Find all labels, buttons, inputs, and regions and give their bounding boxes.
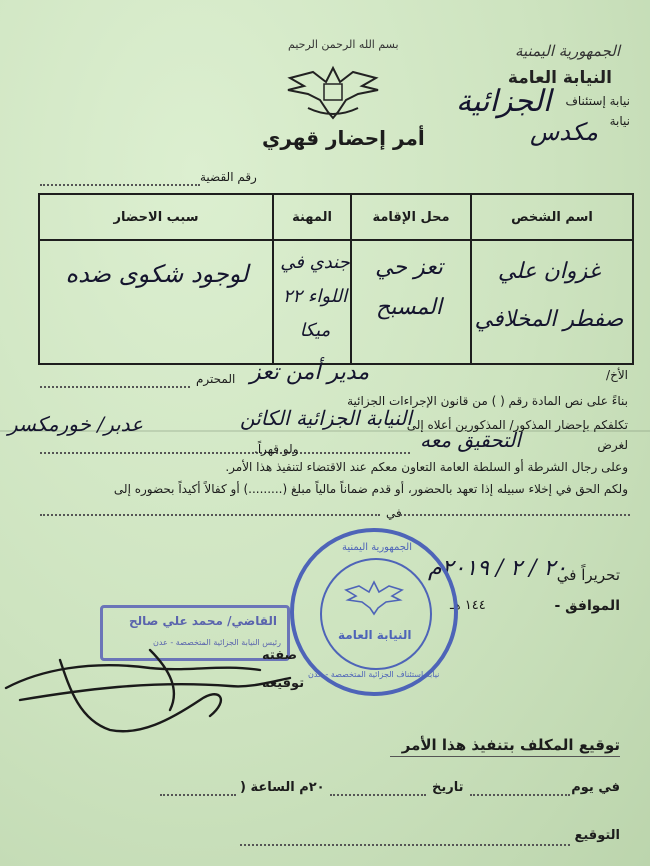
written-label: تحريراً في bbox=[556, 566, 620, 584]
signature-label: توقيعه bbox=[262, 676, 305, 691]
republic-name: الجمهورية اليمنية bbox=[514, 42, 620, 60]
bismillah: بسم الله الرحمن الرحيم bbox=[288, 38, 399, 51]
written-value: ٢٠ / ٢ / ٢٠١٩م bbox=[428, 556, 568, 581]
brother-value: مدير أمن تعز bbox=[250, 360, 370, 385]
arrest-reason: لوجود شكوى ضده bbox=[65, 260, 249, 288]
date-label: تاريخ bbox=[432, 780, 464, 795]
in-label: في bbox=[386, 506, 402, 520]
date-line bbox=[330, 794, 426, 796]
person-profession: جندي في اللواء ٢٢ ميكا bbox=[280, 252, 350, 341]
judge-stamp-name: القاضي/ محمد علي صالح bbox=[129, 614, 277, 628]
case-number-line bbox=[40, 184, 200, 186]
seal-center-text: النيابة العامة bbox=[338, 628, 412, 642]
page-title: أمر إحضار قهري bbox=[262, 126, 425, 150]
respected-label: المحترم bbox=[196, 372, 236, 386]
seal-top-text: الجمهورية اليمنية bbox=[342, 542, 413, 553]
assign-text: تكلفكم بإحضار المذكور/ المذكورين أعلاه إلى bbox=[406, 418, 628, 432]
column-header-reason: سبب الاحضار bbox=[39, 194, 273, 240]
corresponding-label: الموافق - bbox=[554, 598, 620, 614]
police-text: وعلى رجال الشرطة أو السلطة العامة التعاون معكم عند الاقتضاء لتنفيذ هذا الأمر. bbox=[225, 460, 628, 474]
corresponding-value: ١٤٤ هـ bbox=[450, 598, 486, 613]
time-line bbox=[160, 794, 236, 796]
executor-title: توقيع المكلف بتنفيذ هذا الأمر bbox=[401, 736, 620, 754]
seal-ring-text: نيابة استئناف الجزائية المتخصصة - عدن bbox=[308, 670, 440, 679]
judge-stamp-title: رئيس النيابة الجزائية المتخصصة - عدن bbox=[152, 638, 281, 647]
purpose-label: لغرض bbox=[597, 438, 628, 452]
bail-line bbox=[40, 514, 380, 516]
day-label: في يوم bbox=[571, 780, 620, 795]
law-text: بناءً على نص المادة رقم ( ) من قانون الإجراءات الجزائية bbox=[347, 394, 628, 408]
official-seal bbox=[290, 528, 458, 696]
status-label: صفته bbox=[262, 648, 298, 663]
handwritten-signature-icon bbox=[0, 630, 300, 740]
assign-value: النيابة الجزائية الكائن bbox=[240, 406, 412, 430]
executor-title-line bbox=[390, 756, 620, 757]
column-header-residence: محل الإقامة bbox=[351, 194, 471, 240]
year-time-label: ٢٠م الساعة ( bbox=[240, 780, 325, 795]
force-text: ولو قهراً. bbox=[254, 442, 299, 456]
office-label: نيابة bbox=[609, 114, 630, 128]
brother-line bbox=[40, 386, 190, 388]
assign-value-location: عدبر/ خورمكسر bbox=[8, 412, 144, 436]
column-header-name: اسم الشخص bbox=[471, 194, 633, 240]
case-number-label: رقم القضية bbox=[200, 170, 257, 184]
purpose-line bbox=[40, 452, 410, 454]
in-line bbox=[400, 514, 630, 516]
executor-signature-line bbox=[240, 844, 570, 846]
bail-text: ولكم الحق في إخلاء سبيله إذا تعهد بالحضور، أو قدم ضماناً مالياً مبلغ (.........) أو كفالاً أكيداً بحضوره إلى bbox=[113, 482, 628, 496]
column-header-profession: المهنة bbox=[273, 194, 351, 240]
seal-eagle-icon bbox=[344, 578, 404, 618]
prosecution-name: النيابة العامة bbox=[507, 68, 612, 88]
table-header-row bbox=[39, 194, 633, 240]
appeal-label: نيابة إستئناف bbox=[565, 94, 630, 108]
person-name: غزوان علي صفطر المخلافي bbox=[474, 259, 624, 332]
person-residence: تعز حي المسبح bbox=[375, 255, 443, 320]
eagle-emblem-icon bbox=[278, 60, 388, 122]
brother-label: الأخ/ bbox=[606, 368, 628, 382]
executor-signature-label: التوقيع bbox=[574, 828, 620, 843]
office-value: مكدس bbox=[530, 118, 599, 146]
purpose-value: التحقيق معه bbox=[420, 428, 521, 452]
day-line bbox=[470, 794, 570, 796]
appeal-value: الجزائية bbox=[456, 84, 552, 119]
